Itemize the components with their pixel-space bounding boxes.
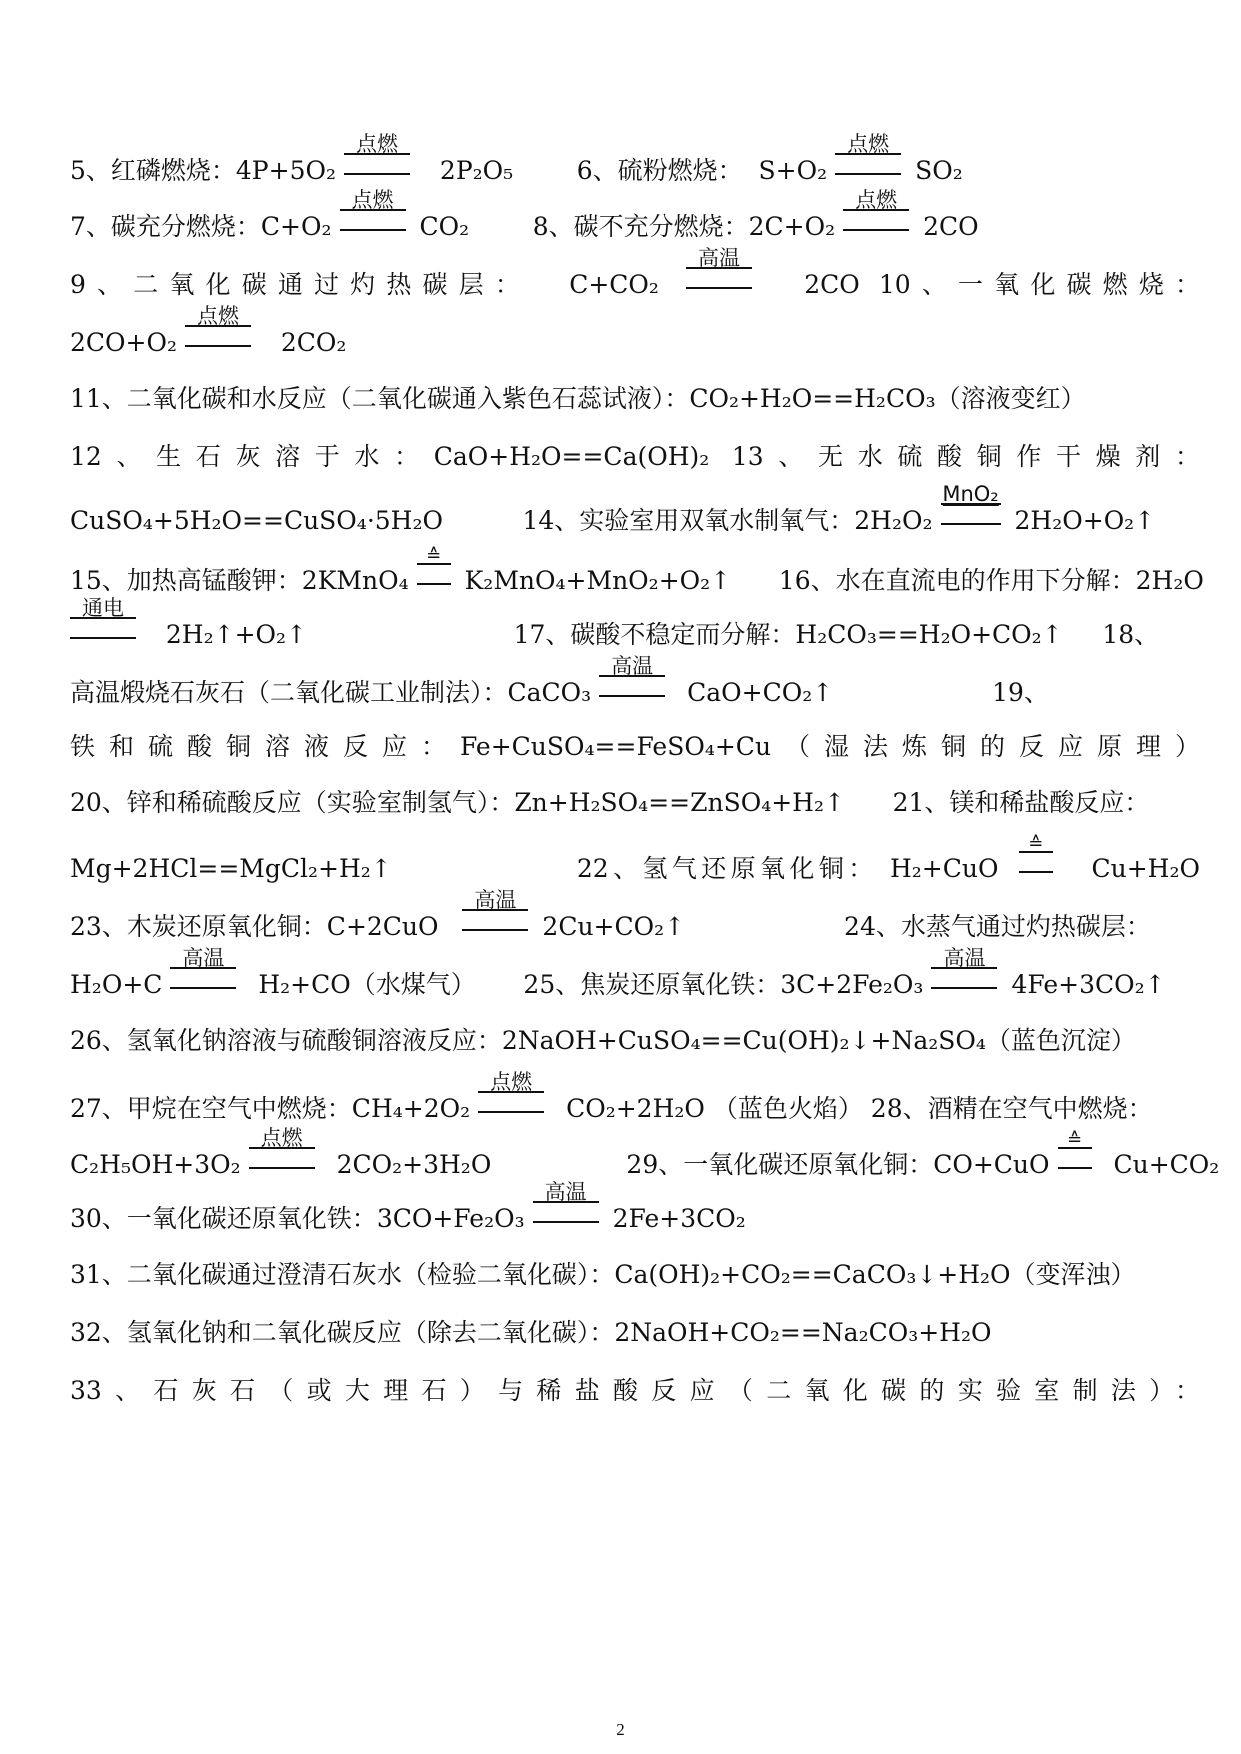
reaction-condition-label: 高温	[611, 654, 654, 678]
equation-text: 27、甲烷在空气中燃烧：CH₄+2O₂	[70, 1094, 471, 1123]
equation-text: 26、氢氧化钠溶液与硫酸铜溶液反应：2NaOH+CuSO₄==Cu(OH)₂↓+Na₂SO₄（蓝色沉淀）	[70, 1026, 1136, 1055]
equation-text: 11、二氧化碳和水反应（二氧化碳通入紫色石蕊试液）：CO₂+H₂O==H₂CO₃（溶液变红）	[70, 384, 1086, 413]
equation-text: 2Fe+3CO₂	[612, 1204, 746, 1233]
reaction-condition-sign	[185, 304, 251, 347]
equation-text: CuSO₄+5H₂O==CuSO₄·5H₂O 14、实验室用双氧水制氧气：2H₂O₂	[70, 506, 933, 535]
equation-line	[70, 246, 1200, 302]
page-number: 2	[616, 1720, 625, 1739]
equation-text: 2Cu+CO₂↑ 24、水蒸气通过灼热碳层：	[542, 912, 1151, 941]
reaction-condition-sign	[931, 946, 997, 989]
equation-line	[70, 188, 1200, 244]
equation-text: C+CO₂	[550, 270, 659, 299]
reaction-condition-label: 点燃	[197, 304, 239, 328]
equation-text: 23、木炭还原氧化铜：C+2CuO	[70, 912, 455, 941]
reaction-condition-label: 高温	[544, 1180, 587, 1204]
reaction-condition-label: ≙	[1028, 833, 1044, 854]
reaction-condition-sign	[843, 188, 909, 231]
equation-text: Cu+CO₂	[1105, 1150, 1220, 1179]
reaction-condition-label: 高温	[182, 946, 225, 970]
equation-text: 4Fe+3CO₂↑	[1011, 970, 1166, 999]
reaction-condition-label: ≙	[426, 545, 442, 566]
equation-text: 2P₂O₅ 6、硫粉燃烧： S+O₂	[424, 156, 828, 185]
equation-text: 9、二氧化碳通过灼热碳层：	[70, 270, 531, 299]
reaction-condition-label: 点燃	[847, 132, 890, 156]
reaction-condition-label: 高温	[474, 888, 517, 912]
equation-line	[70, 833, 1200, 886]
equation-text: 20、锌和稀硫酸反应（实验室制氢气）：Zn+H₂SO₄==ZnSO₄+H₂↑ 21、镁和稀盐酸反应：	[70, 788, 1150, 817]
reaction-condition-label: 点燃	[351, 188, 394, 212]
equation-text: 5、红磷燃烧：4P+5O₂	[70, 156, 337, 185]
reaction-condition-label: 通电	[82, 596, 124, 620]
equation-line	[70, 545, 1204, 598]
equation-text: CO₂+2H₂O （蓝色火焰） 28、酒精在空气中燃烧：	[558, 1094, 1153, 1123]
reaction-condition-label: 点燃	[260, 1126, 303, 1150]
equation-text: CaO+CO₂↑ 19、	[679, 678, 1049, 707]
equation-text: 30、一氧化碳还原氧化铁：3CO+Fe₂O₃	[70, 1204, 525, 1233]
equation-line	[70, 654, 1200, 710]
reaction-condition-sign	[170, 946, 236, 989]
equation-line	[70, 946, 1200, 1002]
equation-text: 10、一氧化碳燃烧：	[878, 270, 1200, 299]
equation-text: K₂MnO₄+MnO₂+O₂↑ 16、水在直流电的作用下分解：2H₂O	[464, 566, 1204, 595]
equation-text: 2CO+O₂	[70, 328, 177, 357]
reaction-condition-label: 点燃	[490, 1070, 533, 1094]
equation-line	[70, 1180, 1200, 1236]
equation-line	[70, 786, 1200, 820]
reaction-condition-label: MnO₂	[942, 482, 999, 506]
reaction-condition-sign	[417, 545, 451, 585]
reaction-condition-sign	[941, 482, 1001, 525]
equation-text: 31、二氧化碳通过澄清石灰水（检验二氧化碳）：Ca(OH)₂+CO₂==CaCO₃↓+H₂O（变浑浊）	[70, 1260, 1136, 1289]
equation-text: 12、生石灰溶于水：CaO+H₂O==Ca(OH)₂	[70, 442, 710, 471]
equation-line	[70, 132, 1200, 188]
equation-text: 2CO₂	[265, 328, 347, 357]
reaction-condition-sign	[599, 654, 665, 697]
reaction-condition-sign	[478, 1070, 544, 1113]
reaction-condition-label: 点燃	[356, 132, 399, 156]
equation-text: 高温煅烧石灰石（二氧化碳工业制法）：CaCO₃	[70, 678, 592, 707]
reaction-condition-label: 点燃	[855, 188, 898, 212]
equation-text: 13、无水硫酸铜作干燥剂：	[731, 442, 1200, 471]
reaction-condition-sign	[1058, 1129, 1092, 1169]
reaction-condition-sign	[462, 888, 528, 931]
equation-text: SO₂	[915, 156, 963, 185]
reaction-condition-sign	[344, 132, 410, 175]
equation-text: 33、石灰石（或大理石）与稀盐酸反应（二氧化碳的实验室制法）：	[70, 1376, 1200, 1405]
equation-line	[70, 440, 1200, 474]
equation-text: 2H₂O+O₂↑	[1014, 506, 1156, 535]
equation-text: H₂O+C	[70, 970, 163, 999]
equation-line	[70, 888, 1200, 944]
equation-text: 铁和硫酸铜溶液反应：Fe+CuSO₄==FeSO₄+Cu（湿法炼铜的反应原理）	[70, 732, 1200, 761]
equation-line	[70, 1070, 1200, 1126]
equation-text: C₂H₅OH+3O₂	[70, 1150, 241, 1179]
equation-text: 15、加热高锰酸钾：2KMnO₄	[70, 566, 409, 595]
equation-line	[70, 596, 1200, 652]
equation-text: CO₂ 8、碳不充分燃烧：2C+O₂	[419, 212, 836, 241]
equation-text: 32、氢氧化钠和二氧化碳反应（除去二氧化碳）：2NaOH+CO₂==Na₂CO₃+H₂O	[70, 1318, 992, 1347]
reaction-condition-label: 高温	[943, 946, 986, 970]
reaction-condition-sign	[1019, 833, 1053, 873]
equation-line	[70, 1024, 1200, 1058]
equation-text: 2CO	[785, 270, 860, 299]
reaction-condition-sign	[533, 1180, 599, 1223]
equation-line	[70, 1126, 1220, 1182]
equation-text: H₂+CO（水煤气） 25、焦炭还原氧化铁：3C+2Fe₂O₃	[250, 970, 924, 999]
equation-line	[70, 1316, 1200, 1350]
equation-text: Cu+H₂O	[1079, 854, 1200, 883]
equation-text: 7、碳充分燃烧：C+O₂	[70, 212, 332, 241]
equation-text: 2CO	[923, 212, 979, 241]
equation-line	[70, 1374, 1200, 1408]
reaction-condition-sign	[340, 188, 406, 231]
equation-line	[70, 304, 1200, 360]
equation-line	[70, 730, 1200, 764]
reaction-condition-sign	[70, 596, 136, 639]
equation-text: 2H₂↑+O₂↑ 17、碳酸不稳定而分解：H₂CO₃==H₂O+CO₂↑ 18、	[150, 620, 1160, 649]
equation-text: Mg+2HCl==MgCl₂+H₂↑ 22、氢气还原氧化铜： H₂+CuO	[70, 854, 999, 883]
equation-line	[70, 382, 1200, 416]
reaction-condition-sign	[686, 246, 752, 289]
reaction-condition-label: 高温	[698, 246, 741, 270]
equation-line	[70, 1258, 1200, 1292]
reaction-condition-sign	[835, 132, 901, 175]
equation-text: 2CO₂+3H₂O 29、一氧化碳还原氧化铜：CO+CuO	[328, 1150, 1050, 1179]
reaction-condition-sign	[249, 1126, 315, 1169]
equation-line	[70, 482, 1200, 538]
reaction-condition-label: ≙	[1066, 1129, 1083, 1150]
